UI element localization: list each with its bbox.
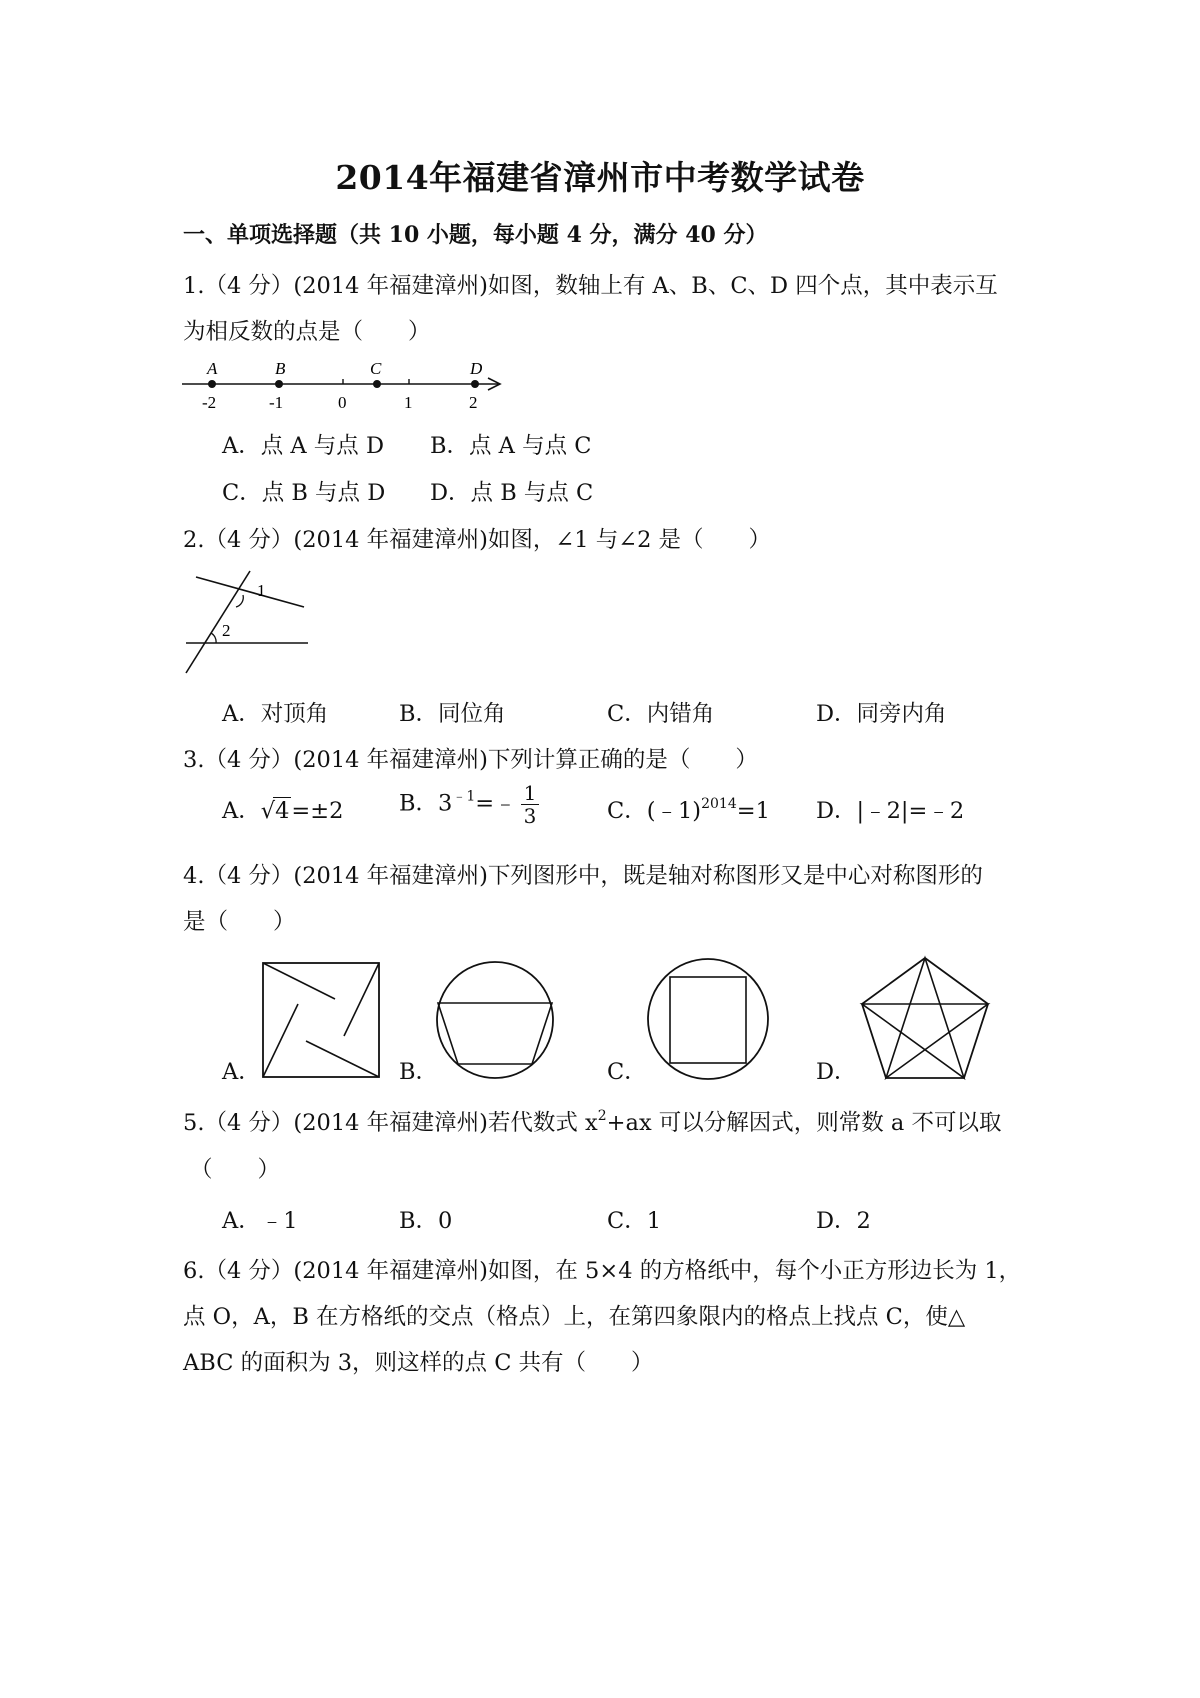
fraction-denominator: 3 bbox=[523, 804, 537, 828]
q5-option-d[interactable]: D．2 bbox=[816, 1208, 871, 1234]
point-b bbox=[275, 380, 283, 388]
q3-option-c-prefix: C．(﹣1) bbox=[607, 798, 702, 824]
tick-label-neg2: -2 bbox=[202, 393, 217, 412]
q4-text-line2: 是（ ） bbox=[183, 909, 296, 935]
pinwheel-square-figure bbox=[260, 960, 385, 1080]
q1-text-line1: 1.（4 分）(2014 年福建漳州)如图，数轴上有 A、B、C、D 四个点，其中表示互 bbox=[183, 273, 998, 299]
q1-option-d[interactable]: D．点 B 与点 C bbox=[430, 480, 594, 506]
point-c-label: C bbox=[370, 359, 382, 378]
page-title: 2014年福建省漳州市中考数学试卷 bbox=[335, 158, 865, 197]
q3-option-a-rest: =±2 bbox=[291, 798, 344, 824]
q2-option-c[interactable]: C．内错角 bbox=[607, 701, 715, 727]
q4-text-line1: 4.（4 分）(2014 年福建漳州)下列图形中，既是轴对称图形又是中心对称图形的 bbox=[183, 863, 983, 889]
q1-text-line2: 为相反数的点是（ ） bbox=[183, 319, 431, 345]
q3-option-b[interactable] bbox=[399, 782, 539, 827]
q3-option-c-exponent: 2014 bbox=[701, 796, 737, 812]
tick-label-neg1: -1 bbox=[269, 393, 284, 412]
circle-trapezoid-figure bbox=[433, 958, 557, 1082]
q5-line1-rest: +ax 可以分解因式，则常数 a 不可以取 bbox=[606, 1110, 1002, 1136]
angle-2-arc bbox=[211, 633, 216, 643]
tick-label-2: 2 bbox=[469, 393, 478, 412]
q3-option-c-rest: =1 bbox=[736, 798, 770, 824]
q3-option-c[interactable] bbox=[607, 793, 770, 825]
q6-text-line2: 点 O，A，B 在方格纸的交点（格点）上，在第四象限内的格点上找点 C，使△ bbox=[183, 1304, 966, 1330]
tick-label-1: 1 bbox=[404, 393, 413, 412]
point-c bbox=[373, 380, 381, 388]
q5-text-line1 bbox=[183, 1105, 1002, 1137]
fraction-numerator: 1 bbox=[521, 782, 540, 805]
q5-line1-prefix: 5.（4 分）(2014 年福建漳州)若代数式 x bbox=[183, 1110, 598, 1136]
circle-square-figure bbox=[644, 955, 772, 1083]
transversal-line bbox=[186, 571, 250, 673]
q5-option-a[interactable]: A．﹣1 bbox=[222, 1208, 298, 1234]
pinwheel-line-2 bbox=[344, 963, 379, 1036]
tick-label-0: 0 bbox=[338, 393, 347, 412]
q4-option-a[interactable]: A． bbox=[222, 1059, 261, 1085]
q5-option-b[interactable]: B．0 bbox=[399, 1208, 453, 1234]
pentagram-figure bbox=[858, 955, 992, 1083]
q5-option-c[interactable]: C．1 bbox=[607, 1208, 662, 1234]
q2-text-line1: 2.（4 分）(2014 年福建漳州)如图，∠1 与∠2 是（ ） bbox=[183, 527, 772, 553]
q3-option-d[interactable]: D．|﹣2|=﹣2 bbox=[816, 798, 965, 824]
q6-text-line1: 6.（4 分）(2014 年福建漳州)如图，在 5×4 的方格纸中，每个小正方形边长为 1， bbox=[183, 1258, 1022, 1284]
sqrt-symbol: √ bbox=[260, 798, 276, 824]
q1-option-a[interactable]: A．点 A 与点 D bbox=[222, 433, 384, 459]
q4-option-c[interactable]: C． bbox=[607, 1059, 647, 1085]
q3-option-b-mid: =﹣ bbox=[475, 790, 517, 817]
point-b-label: B bbox=[275, 359, 286, 378]
q2-option-b[interactable]: B．同位角 bbox=[399, 701, 506, 727]
q3-option-b-exponent: ﹣1 bbox=[452, 788, 476, 805]
pinwheel-line-3 bbox=[306, 1041, 379, 1077]
number-line-figure bbox=[180, 354, 510, 414]
q3-option-a[interactable] bbox=[222, 793, 343, 825]
q5-exponent: 2 bbox=[597, 1108, 607, 1124]
section-heading: 一、单项选择题（共 10 小题，每小题 4 分，满分 40 分） bbox=[183, 222, 768, 248]
angle-2-label: 2 bbox=[222, 621, 231, 640]
pinwheel-line-4 bbox=[263, 1004, 298, 1077]
pinwheel-line-1 bbox=[263, 963, 335, 999]
q1-option-b[interactable]: B．点 A 与点 C bbox=[430, 433, 592, 459]
point-a-label: A bbox=[207, 359, 218, 378]
sqrt-radicand: 4 bbox=[275, 798, 290, 824]
outer-square bbox=[263, 963, 379, 1077]
upper-line bbox=[196, 577, 304, 607]
inscribed-trapezoid bbox=[438, 1003, 552, 1064]
inner-rectangle bbox=[670, 977, 746, 1063]
q2-option-a[interactable]: A．对顶角 bbox=[222, 701, 329, 727]
q1-option-c[interactable]: C．点 B 与点 D bbox=[222, 480, 386, 506]
point-a bbox=[208, 380, 216, 388]
q4-option-b[interactable]: B． bbox=[399, 1059, 439, 1085]
fraction-one-third bbox=[521, 782, 540, 827]
outer-circle bbox=[437, 962, 553, 1078]
angle-1-arc bbox=[236, 595, 243, 607]
point-d-label: D bbox=[470, 359, 483, 378]
q4-option-d[interactable]: D． bbox=[816, 1059, 857, 1085]
q2-option-d[interactable]: D．同旁内角 bbox=[816, 701, 947, 727]
q3-option-b-prefix: B．3 bbox=[399, 790, 453, 817]
q5-text-line2: （ ） bbox=[190, 1157, 281, 1183]
angles-figure bbox=[180, 565, 315, 680]
angle-1-label: 1 bbox=[257, 581, 266, 600]
q6-text-line3: ABC 的面积为 3，则这样的点 C 共有（ ） bbox=[183, 1350, 654, 1376]
point-d bbox=[471, 380, 479, 388]
q3-option-a-prefix: A． bbox=[222, 798, 261, 824]
q3-text-line1: 3.（4 分）(2014 年福建漳州)下列计算正确的是（ ） bbox=[183, 747, 758, 773]
